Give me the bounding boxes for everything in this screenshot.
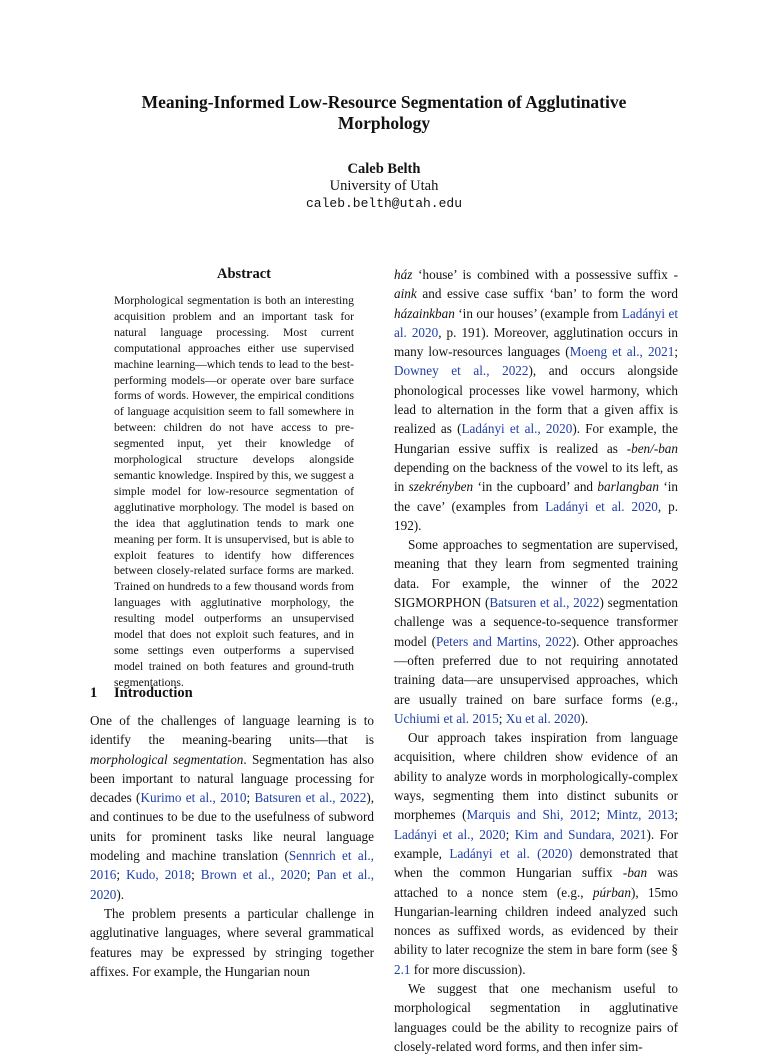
abstract-text: Morphological segmentation is both an interesting acquisition problem and an important task for natural language processing. Most current computational approaches either use supervised machine learning—which tends to lead to the best-performing models—or operate over bare surface forms of words. However, the empirical conditions of language acquisition seem to fall somewhere in between: children do not have access to pre-segmented input, yet their knowledge of morphological structure develops alongside semantic knowledge. Inspired by this, we suggest a simple model for low-resource segmentation of agglutinative morphology. The model is based on the idea that agglutination tends to mark one meaning per form. It is unsupervised, but is able to exploit features to identify how differences between closely-related surface forms are marked. Trained on hundreds to a few thousand words from languages with agglutinative morphology, the resulting model outperforms an unsupervised model that does not exploit such features, and in some settings even outperforms a supervised model trained on both features and ground-truth segmentations. (114, 294, 354, 689)
citation-link[interactable]: Ladányi et al., 2020 (394, 826, 506, 842)
section-number: 1 (90, 685, 98, 701)
example-word: barlangban (597, 479, 659, 495)
intro-paragraph-3: Some approaches to segmentation are supervised, meaning that they learn from segmented training data. For example, the winner of the 2022 SIGMORPHON (Batsuren et al., 2022) segmentation challenge was a sequence-to-sequence transformer model (Peters and Martins, 2022). Other approaches—often preferred due to not requiring annotated training data—are unsupervised approaches, which are usually trained on bare surface forms (e.g., Uchiumi et al. 2015; Xu et al. 2020). (394, 537, 679, 726)
citation-link[interactable]: Ladányi et al., 2020 (461, 421, 573, 437)
paper-title: Meaning-Informed Low-Resource Segmentation of Agglutinative Morphology (141, 92, 627, 133)
author-affiliation: University of Utah (329, 178, 439, 194)
citation-link[interactable]: Pan et al., 2020 (90, 867, 374, 902)
intro-paragraph-4: Our approach takes inspiration from language acquisition, where children show evidence of an ability to analyze words in morphologically-complex ways, segmenting them into distinct subunits or morphemes (Marquis and Shi, 2012; Mintz, 2013; Ladányi et al., 2020; Kim and Sundara, 2021). For example, Ladányi et al. (2020) demonstrated that when the common Hungarian suffix -ban was attached to a nonce stem (e.g., púrban), 15mo Hungarian-learning children indeed analyzed such nonces as suffixed words, as evidenced by their ability to later recognize the stem in bare form (see § 2.1 for more discussion). (394, 730, 679, 977)
citation-link[interactable]: Downey et al., 2022 (394, 363, 529, 379)
citation-link[interactable]: Moeng et al., 2021 (569, 344, 675, 360)
intro-left-column (90, 711, 374, 981)
example-word: -ben/-ban (626, 440, 678, 456)
example-word: aink (394, 286, 417, 302)
citation-link[interactable]: Kudo, 2018 (126, 867, 192, 883)
citation-link[interactable]: Sennrich et al., 2016 (90, 848, 374, 883)
author-name: Caleb Belth (347, 161, 421, 177)
citation-link[interactable]: Ladányi et al. 2020 (545, 498, 658, 514)
intro-paragraph-2: The problem presents a particular challenge in agglutinative languages, where several grammatical features may be expressed by stringing together affixes. For example, the Hungarian noun (90, 905, 374, 979)
author-block (0, 161, 768, 212)
abstract-heading: Abstract (217, 266, 271, 282)
citation-link[interactable]: Ladányi et al. (2020) (449, 845, 573, 861)
right-column (394, 265, 678, 1056)
section-title: Introduction (114, 685, 193, 701)
example-word: ház (394, 267, 413, 282)
citation-link[interactable]: Ladányi et al. 2020 (394, 305, 678, 340)
citation-link[interactable]: Mintz, 2013 (606, 807, 675, 823)
citation-link[interactable]: Uchiumi et al. 2015 (394, 710, 499, 726)
author-email[interactable]: caleb.belth@utah.edu (305, 196, 463, 211)
intro-paragraph-1: One of the challenges of language learning is to identify the meaning-bearing units—that is morphological segmentation. Segmentation has also been important to natural language processing for decades (Kurimo et al., 2010; Batsuren et al., 2022), and continues to be due to the usefulness of subword units for prominent tasks like neural language modeling and machine translation (Sennrich et al., 2016; Kudo, 2018; Brown et al., 2020; Pan et al., 2020). (90, 713, 375, 902)
citation-link[interactable]: Batsuren et al., 2022 (489, 595, 600, 611)
citation-link[interactable]: Xu et al. 2020 (505, 710, 581, 726)
section-ref-link[interactable]: 2.1 (394, 961, 411, 977)
citation-link[interactable]: Brown et al., 2020 (200, 867, 307, 883)
example-word: szekrényben (408, 479, 474, 495)
citation-link[interactable]: Kim and Sundara, 2021 (514, 826, 647, 842)
example-word: házainkban (394, 305, 455, 321)
citation-link[interactable]: Batsuren et al., 2022 (254, 790, 367, 806)
intro-paragraph-2-continued: ház ‘house’ is combined with a possessive suffix -aink and essive case suffix ‘ban’ to form the word házainkban ‘in our houses’ (example from Ladányi et al. 2020, p. 191). Moreover, agglutination occurs in many low-resources languages (Moeng et al., 2021; Downey et al., 2022), and occurs alongside phonological processes like vowel harmony, which lead to alternation in the form that a given affix is realized as (Ladányi et al., 2020). For example, the Hungarian essive suffix is realized as -ben/-ban depending on the backness of the vowel to its left, as in szekrényben ‘in the cupboard’ and barlangban ‘in the cave’ (examples from Ladányi et al. 2020, p. 192). (394, 267, 679, 533)
intro-paragraph-5: We suggest that one mechanism useful to morphological segmentation in agglutinative languages could be the ability to recognize pairs of closely-related word forms, and then infer sim- (394, 980, 678, 1054)
citation-link[interactable]: Marquis and Shi, 2012 (466, 807, 597, 823)
citation-link[interactable]: Kurimo et al., 2010 (140, 790, 247, 806)
citation-link[interactable]: Peters and Martins, 2022 (435, 633, 572, 649)
section-heading-introduction (90, 685, 374, 702)
